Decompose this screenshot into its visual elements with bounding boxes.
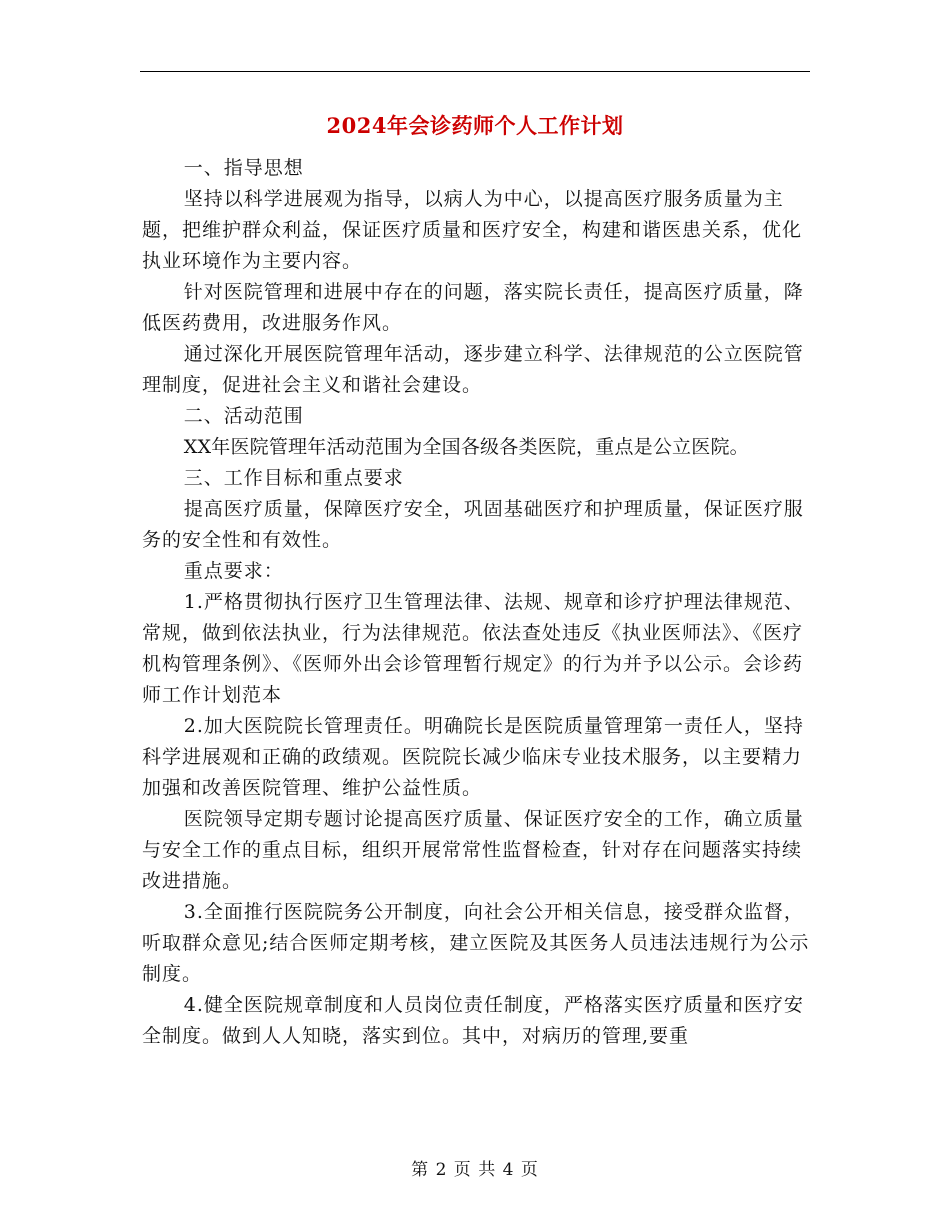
list-item: 3.全面推行医院院务公开制度，向社会公开相关信息，接受群众监督，听取群众意见;结合医师定期考核，建立医院及其医务人员违法违规行为公示制度。 bbox=[142, 901, 810, 985]
paragraph: 通过深化开展医院管理年活动，逐步建立科学、法律规范的公立医院管理制度，促进社会主义和谐社会建设。 bbox=[142, 343, 804, 396]
paragraph: 针对医院管理和进展中存在的问题，落实院长责任，提高医疗质量，降低医药费用，改进服务作风。 bbox=[142, 281, 804, 334]
section-heading-activity-scope: 二、活动范围 bbox=[183, 405, 304, 427]
paragraph: 医院领导定期专题讨论提高医疗质量、保证医疗安全的工作，确立质量与安全工作的重点目标，组织开展常常性监督检查，针对存在问题落实持续改进措施。 bbox=[142, 808, 804, 892]
key-requirements-label: 重点要求： bbox=[183, 560, 284, 582]
page-footer: 第 2 页 共 4 页 bbox=[411, 1160, 539, 1180]
header-rule bbox=[140, 71, 810, 72]
paragraph: 提高医疗质量，保障医疗安全，巩固基础医疗和护理质量，保证医疗服务的安全性和有效性。 bbox=[142, 498, 804, 551]
paragraph: 坚持以科学进展观为指导，以病人为中心，以提高医疗服务质量为主题，把维护群众利益，保证医疗质量和医疗安全，构建和谐医患关系，优化执业环境作为主要内容。 bbox=[142, 188, 803, 272]
paragraph: XX年医院管理年活动范围为全国各级各类医院，重点是公立医院。 bbox=[183, 436, 749, 458]
document-body bbox=[142, 153, 814, 1052]
list-item: 4.健全医院规章制度和人员岗位责任制度，严格落实医疗质量和医疗安全制度。做到人人知晓，落实到位。其中，对病历的管理,要重 bbox=[142, 994, 804, 1047]
section-heading-guiding-ideology: 一、指导思想 bbox=[183, 157, 304, 179]
list-item: 1.严格贯彻执行医疗卫生管理法律、法规、规章和诊疗护理法律规范、常规，做到依法执业，行为法律规范。依法查处违反《执业医师法》、《医疗机构管理条例》、《医师外出会诊管理暂行规定》的行为并予以公示。会诊药师工作计划范本 bbox=[142, 591, 804, 706]
section-heading-work-goals: 三、工作目标和重点要求 bbox=[183, 467, 404, 489]
document-title: 2024年会诊药师个人工作计划 bbox=[326, 113, 624, 138]
list-item: 2.加大医院院长管理责任。明确院长是医院质量管理第一责任人，坚持科学进展观和正确的政绩观。医院院长减少临床专业技术服务，以主要精力加强和改善医院管理、维护公益性质。 bbox=[142, 715, 804, 799]
